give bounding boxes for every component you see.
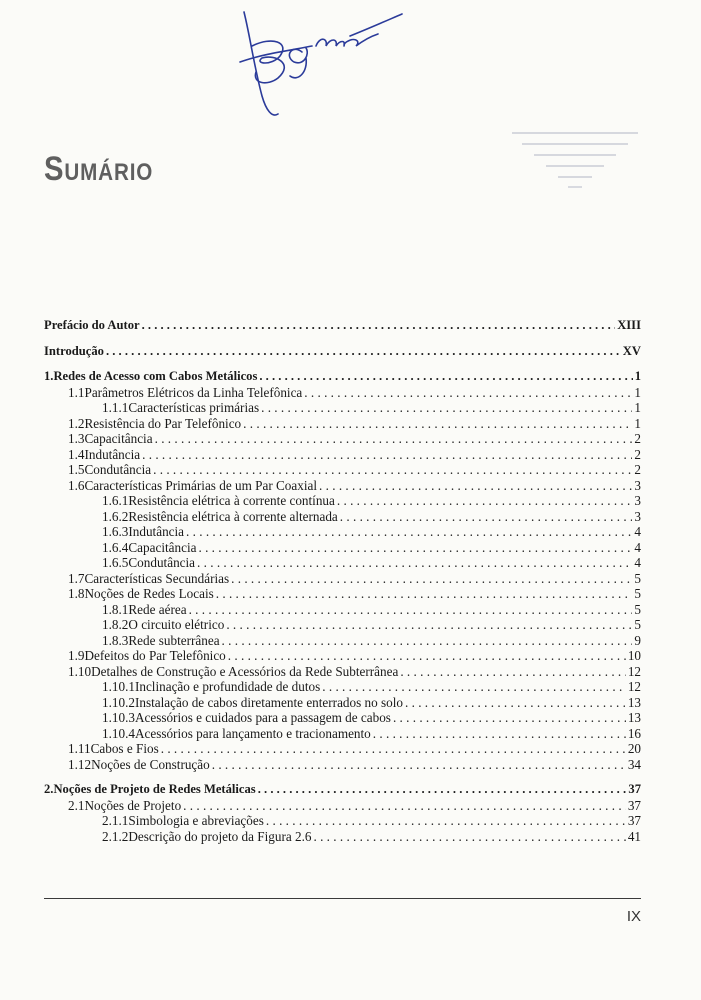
toc-entry[interactable]: 1.2 Resistência do Par Telefônico . . . 1: [44, 416, 641, 432]
toc-entry[interactable]: 1.1 Parâmetros Elétricos da Linha Telefônica . . . 1: [44, 385, 641, 401]
toc-entry[interactable]: 1.6.1 Resistência elétrica à corrente contínua . . . 3: [44, 493, 641, 509]
toc-entry[interactable]: 1.8.1 Rede aérea . . . 5: [44, 602, 641, 618]
toc-entry[interactable]: 1.10 Detalhes de Construção e Acessórios da Rede Subterrânea . . . 12: [44, 664, 641, 680]
toc-entry[interactable]: 1.5 Condutância . . . 2: [44, 462, 641, 478]
toc-entry[interactable]: 1.3 Capacitância . . . 2: [44, 431, 641, 447]
toc-entry[interactable]: 1.8.2 O circuito elétrico . . . 5: [44, 617, 641, 633]
toc-chapter[interactable]: 2. Noções de Projeto de Redes Metálicas . . . 37: [44, 782, 641, 798]
toc-entry[interactable]: 1.6.4 Capacitância . . . 4: [44, 540, 641, 556]
toc-entry[interactable]: 1.7 Características Secundárias . . . 5: [44, 571, 641, 587]
page-number: IX: [626, 908, 641, 925]
toc-entry[interactable]: 1.1.1 Características primárias . . . 1: [44, 400, 641, 416]
toc-entry[interactable]: 1.8 Noções de Redes Locais . . . 5: [44, 586, 641, 602]
toc-entry[interactable]: Introdução . . . XV: [44, 344, 641, 360]
decorative-lines: [510, 130, 640, 190]
page-title: Sumário: [44, 150, 154, 188]
toc-entry[interactable]: 1.6.5 Condutância . . . 4: [44, 555, 641, 571]
table-of-contents: [44, 318, 641, 844]
toc-entry[interactable]: 1.8.3 Rede subterrânea . . . 9: [44, 633, 641, 649]
toc-chapter[interactable]: 1. Redes de Acesso com Cabos Metálicos . . . 1: [44, 369, 641, 385]
toc-entry[interactable]: 2.1.1 Simbologia e abreviações . . . 37: [44, 813, 641, 829]
toc-entry[interactable]: 1.10.2 Instalação de cabos diretamente enterrados no solo . . . 13: [44, 695, 641, 711]
toc-entry[interactable]: 1.10.1 Inclinação e profundidade de dutos . . . 12: [44, 679, 641, 695]
toc-entry[interactable]: 1.9 Defeitos do Par Telefônico . . . 10: [44, 648, 641, 664]
toc-entry[interactable]: 1.10.3 Acessórios e cuidados para a passagem de cabos . . . 13: [44, 710, 641, 726]
toc-entry[interactable]: 1.6.2 Resistência elétrica à corrente alternada . . . 3: [44, 509, 641, 525]
toc-entry[interactable]: 1.10.4 Acessórios para lançamento e tracionamento . . . 16: [44, 726, 641, 742]
author-signature: [232, 6, 407, 126]
toc-entry[interactable]: 2.1 Noções de Projeto . . . 37: [44, 798, 641, 814]
footer-divider: [44, 898, 641, 899]
toc-entry[interactable]: Prefácio do Autor . . . XIII: [44, 318, 641, 334]
toc-entry[interactable]: 1.6.3 Indutância . . . 4: [44, 524, 641, 540]
toc-entry[interactable]: 1.4 Indutância . . . 2: [44, 447, 641, 463]
toc-entry[interactable]: 1.12 Noções de Construção . . . 34: [44, 757, 641, 773]
toc-entry[interactable]: 2.1.2 Descrição do projeto da Figura 2.6 . . . 41: [44, 829, 641, 845]
toc-entry[interactable]: 1.11 Cabos e Fios . . . 20: [44, 741, 641, 757]
toc-entry[interactable]: 1.6 Características Primárias de um Par Coaxial . . . 3: [44, 478, 641, 494]
